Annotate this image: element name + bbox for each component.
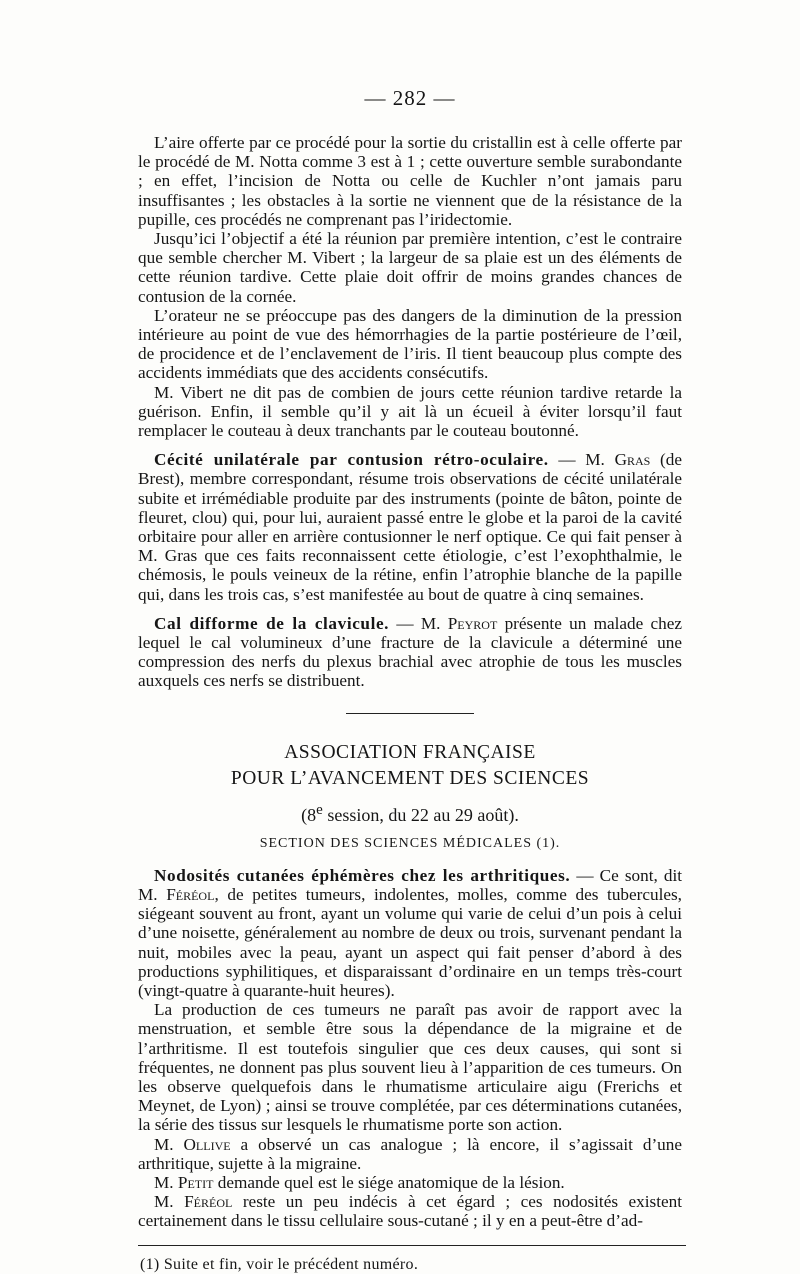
nodosites-author: Féréol [166,884,215,904]
cal-author: Peyrot [447,613,498,633]
paragraph: M. Vibert ne dit pas de combien de jours cette réunion tardive retarde la guérison. Enfin, il semble qu’il y ait là un écueil à éviter lorsqu’il faut remplacer le couteau à deux tranchants par le couteau boutonné. [138,382,682,441]
cecite-heading: Cécité unilatérale par contusion rétro-oculaire. [154,450,549,470]
nodosites-heading: Nodosités cutanées éphémères chez les arthritiques. [154,865,571,885]
paragraph: M. Petit demande quel est le siége anatomique de la lésion. [154,1172,565,1192]
session-line: (8e session, du 22 au 29 août). [301,801,519,825]
nodosites-paragraph [138,866,682,1000]
cecite-paragraph [138,450,682,604]
paragraph: M. Féréol reste un peu indécis à cet égard ; ces nodosités existent certainement dans le tissu cellulaire sous-cutané ; il y en a peut-être d’ad- [138,1192,682,1231]
cal-heading: Cal difforme de la clavicule. [154,613,390,633]
section-separator [346,713,474,714]
association-title-line2: POUR L’AVANCEMENT DES SCIENCES [230,767,590,789]
footnote: (1) Suite et fin, voir le précédent numéro. [140,1255,419,1273]
cal-body: présente un malade chez lequel le cal volumineux d’une fracture de la clavicule a déterminé une compression des nerfs du plexus brachial avec atrophie de tous les muscles auxquels ces nerfs se distribuent. [138,613,682,691]
paragraph: L’aire offerte par ce procédé pour la sortie du cristallin est à celle offerte par le procédé de M. Notta comme 3 est à 1 ; cette ouverture semble surabondante ; en effet, l’incision de Notta ou celle de Kuchler n’ont jamais paru insuffisantes ; les obstacles à la sortie ne viennent que de la résistance de la pupille, ces procédés ne comprenant pas l’iridectomie. [138,133,682,229]
cecite-dash: — M. [548,450,615,470]
cal-dash: — M. [389,613,448,633]
association-title-line1: ASSOCIATION FRANÇAISE [284,741,536,763]
paragraph: Jusqu’ici l’objectif a été la réunion par première intention, c’est le contraire que semble chercher M. Vibert ; la largeur de sa plaie est un des éléments de cette réunion tardive. Cette plaie doit offrir de moins grandes chances de contusion de la cornée. [138,229,682,306]
section-title: SECTION DES SCIENCES MÉDICALES (1). [259,835,561,851]
nodosites-dash: — [570,865,600,885]
paragraph: L’orateur ne se préoccupe pas des dangers de la diminution de la pression intérieure au point de vue des hémorrhagies de la partie postérieure de l’œil, de procidence et de l’enclavement de l’iris. Il tient beaucoup plus compte des accidents immédiats que des accidents consécutifs. [138,305,682,383]
cecite-author: Gras [614,450,651,470]
speaker-name: Féréol [184,1192,233,1212]
cal-paragraph [138,614,682,691]
cecite-body: (de Brest), membre correspondant, résume trois observations de cécité unilatérale subite et irrémédiable produite par des instruments (pointe de bâton, pointe de fleuret, clou) qui, pour lui, auraient passé entre le globe et la paroi de la cavité orbitaire pour aller en arrière contusionner le nerf optique. Ce qui fait penser à M. Gras que ces faits reconnaissent cette étiologie, c’est l’exophthalmie, le chémosis, le pouls veineux de la rétine, enfin l’atrophie blanche de la papille qui, dans les trois cas, s’est manifestée au bout de quatre à cinq semaines. [138,450,682,604]
paragraph: M. Ollive a observé un cas analogue ; là encore, il s’agissait d’une arthritique, sujette à la migraine. [138,1134,682,1173]
speaker-name: Ollive [183,1134,231,1154]
document-page [138,86,682,1274]
footnote-rule [138,1245,686,1246]
nodosites-intro: Ce sont, dit M. [138,865,683,904]
paragraph: La production de ces tumeurs ne paraît pas avoir de rapport avec la menstruation, et semble être sous la dépendance de la migraine et de l’arthritisme. Il est toutefois singulier que ces deux causes, qui sont si fréquentes, ne donnent pas plus souvent lieu à l’apparition de ces tumeurs. On les observe quelquefois dans le rhumatisme articulaire aigu (Frerichs et Meynet, de Lyon) ; ainsi se trouve complétée, par ces déterminations cutanées, la série des tissus sur lesquels le rhumatisme porte son action. [138,1000,682,1135]
page-number: — 282 — [364,86,456,110]
nodosites-body: , de petites tumeurs, indolentes, molles, comme des tubercules, siégeant souvent au front, ayant un volume qui varie de celui d’un pois à celui d’une noisette, généralement au nombre de deux ou trois, survenant pendant la nuit, mobiles avec la peau, ayant un aspect qui fait penser d’abord à des productions syphilitiques, et disparaissant d’ordinaire en un temps très-court (vingt-quatre à quarante-huit heures). [138,884,682,1000]
speaker-name: Petit [177,1172,214,1192]
